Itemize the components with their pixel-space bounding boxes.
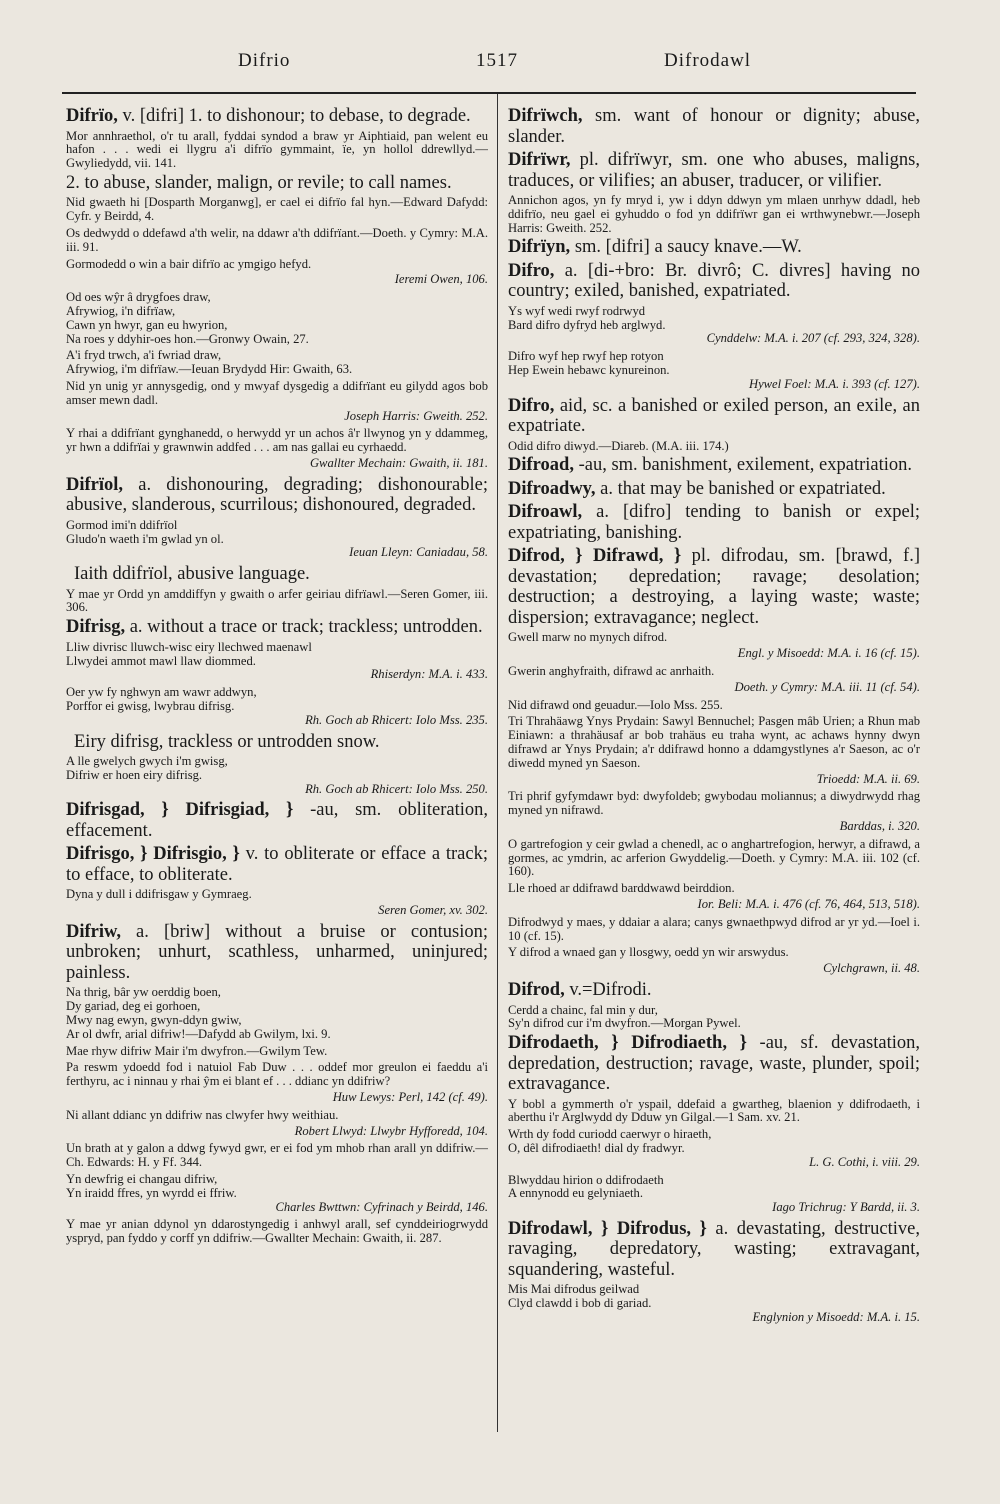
verse-quotation: Blwyddau hirion o ddifrodaeth A ennynodd eu gelyniaeth. <box>508 1172 664 1201</box>
citation: Tri phrif gyfymdawr byd: dwyfoldeb; gwybodau moliannus; a diwydrwydd rhag myned yn nifrawd. <box>508 789 920 818</box>
headword: Difrïo, <box>66 106 118 126</box>
definition-text: a. dishonouring, degrading; dishonourable; abusive, slanderous, scurrilous; dishonoured, degraded. <box>66 474 488 516</box>
headword: Difrisgad, } Difrisgiad, } <box>66 800 294 821</box>
headword: Difroad, <box>508 455 574 476</box>
right-column <box>508 104 920 1434</box>
citation: O gartrefogion y ceir gwlad a chenedl, ac o anghartrefogion, herwyr, a difrawd, a gormes, ac ymdrin, ac arferion Gwyddelig.—Doeth. y Cymry: M.A. iii. 102 (cf. 160). <box>508 836 920 879</box>
definition-text: a. [briw] without a bruise or contusion; unbroken; unhurt, scathless, unharmed, uninjured; painless. <box>66 921 488 983</box>
source-reference: Rh. Goch ab Rhicert: Iolo Mss. 235. <box>305 712 488 727</box>
dictionary-entry <box>508 1033 920 1095</box>
citation: Lle rhoed ar ddifrawd barddwawd beirddion. <box>508 881 735 896</box>
source-reference: Ieremi Owen, 106. <box>394 272 488 287</box>
headword: Difro, <box>508 260 555 281</box>
citation: Odid difro diwyd.—Diareb. (M.A. iii. 174.) <box>508 438 729 453</box>
left-column <box>66 104 488 1434</box>
definition-text: -au, sf. devastation, depredation, destruction; ravage, waste, plunder, spoil; extravagance. <box>508 1033 920 1095</box>
definition-text: 2. to abuse, slander, malign, or revile; to call names. <box>66 172 452 193</box>
header-rule <box>62 92 916 94</box>
column-divider <box>497 94 498 1432</box>
citation: Difrodwyd y maes, y ddaiar a alara; canys gwnaethpwyd difrod ar yr yd.—Ioel i. 10 (cf. 15). <box>508 914 920 943</box>
definition-text: a. without a trace or track; trackless; untrodden. <box>125 617 483 638</box>
citation: Nid gwaeth hi [Dosparth Morganwg], er cael ei difrïo fal hyn.—Edward Dafydd: Cyfr. y Beirdd, 4. <box>66 195 488 224</box>
citation: Tri Thrahäawg Ynys Prydain: Sawyl Bennuchel; Pasgen mâb Urien; a Rhun mab Einiawn: a thrahäusaf ar bob trahäus eu traha wynt, ac achaws hynny dwyn difrawd ar Ynys Prydain; a'r ddifrawd honno a ddamgystlynes a'r Saeson, ac o'r diwedd myned yn Saeson. <box>508 714 920 770</box>
verse-quotation: Na thrig, bâr yw oerddig boen, Dy gariad, deg ei gorhoen, Mwy nag ewyn, gwyn-ddyn gwiw, Ar ol dwfr, arial difriw!—Dafydd ab Gwilym, lxi. 9. <box>66 985 331 1041</box>
headword: Difrïol, <box>66 474 124 495</box>
dictionary-entry <box>508 502 920 543</box>
source-reference: Trioedd: M.A. ii. 69. <box>816 771 920 786</box>
citation: Os dedwydd o ddefawd a'th welir, na ddawr a'th ddifrïant.—Doeth. y Cymry: M.A. iii. 91. <box>66 225 488 254</box>
citation: Mor annhraethol, o'r tu arall, fyddai syndod a braw yr Aiphtiaid, pan welent eu hafon . . . wedi ei llygru a'i difrïo gymmaint, ïe, yn hollol ddrewllyd.—Gwyliedydd, vii. 141. <box>66 128 488 171</box>
dictionary-entry <box>66 800 488 841</box>
source-reference: Barddas, i. 320. <box>839 819 920 834</box>
headword: Difrod, <box>508 980 565 1000</box>
running-head-right: Difrodawl <box>664 50 752 71</box>
subentry-phrase: Eiry difrisg, trackless or untrodden snow. <box>74 731 380 752</box>
headword: Difroawl, <box>508 502 583 523</box>
definition-text: v. [difri] 1. to dishonour; to debase, to degrade. <box>117 106 471 126</box>
source-reference: Seren Gomer, xv. 302. <box>378 903 488 918</box>
definition-text: sm. want of honour or dignity; abuse, slander. <box>508 106 920 147</box>
definition-text: a. devastating, destructive, ravaging, depredatory, wasting; extravagant, squandering, wasteful. <box>508 1218 920 1280</box>
dictionary-entry <box>66 844 488 885</box>
citation: Y bobl a gymmerth o'r yspail, ddefaid a gwartheg, blaenion y ddifrodaeth, i aberthu i'r Arglwydd dy Dduw yn Gilgal.—1 Sam. xv. 21. <box>508 1096 920 1125</box>
citation: Gwerin anghyfraith, difrawd ac anrhaith. <box>508 664 715 679</box>
verse-quotation: Mis Mai difrodus geilwad Clyd clawdd i bob di gariad. <box>508 1282 652 1311</box>
citation: Mae rhyw difriw Mair i'm dwyfron.—Gwilym Tew. <box>66 1043 328 1058</box>
citation: Ni allant ddianc yn ddifriw nas clwyfer hwy weithiau. <box>66 1107 339 1122</box>
dictionary-entry <box>508 980 920 1001</box>
definition-text: pl. difrïwyr, sm. one who abuses, maligns, traduces, or vilifies; an abuser, traducer, or vilifier. <box>508 150 920 191</box>
citation: Y difrod a wnaed gan y llosgwy, oedd yn wir arswydus. <box>508 945 789 960</box>
verse-quotation: Yn dewfrig ei changau difriw, Yn iraidd ffres, yn wyrdd ei ffriw. <box>66 1172 237 1200</box>
source-reference: Rhiserdyn: M.A. i. 433. <box>370 667 488 682</box>
citation: Gormodedd o win a bair difrïo ac ymgigo hefyd. <box>66 256 312 271</box>
verse-quotation: Od oes wŷr â drygfoes draw, Afrywiog, i'n difrïaw, Cawn yn hwyr, gan eu hwyrion, Na roes y ddyhir-oes hon.—Gronwy Owain, 27. <box>66 290 309 346</box>
citation: Annichon agos, yn fy mryd i, yw i ddyn ddwyn ym mlaen unrhyw ddadl, heb ddifrïo, neu gael ei gyhuddo o fod yn ddifrïwr gan ei wrthwynebwr.—Joseph Harris: Gweith. 252. <box>508 193 920 235</box>
citation: Un brath at y galon a ddwg fywyd gwr, er ei fod ym mhob rhan arall yn ddifriw.—Ch. Edwards: H. y Ff. 344. <box>66 1141 488 1170</box>
source-reference: Hywel Foel: M.A. i. 393 (cf. 127). <box>748 376 920 391</box>
definition-text: v. to obliterate or efface a track; to efface, to obliterate. <box>66 844 488 885</box>
dictionary-entry <box>508 546 920 628</box>
verse-quotation: Difro wyf hep rwyf hep rotyon Hep Ewein hebawc kynureinon. <box>508 349 670 378</box>
headword: Difrodawl, } Difrodus, } <box>508 1218 707 1239</box>
verse-quotation: Lliw divrisc lluwch-wisc eiry llechwed maenawl Llwydei ammot mawl llaw diommed. <box>66 639 312 668</box>
definition-text: a. that may be banished or expatriated. <box>595 478 886 499</box>
verse-quotation: Ys wyf wedi rwyf rodrwyd Bard difro dyfryd heb arglwyd. <box>508 303 666 332</box>
citation: Y rhai a ddifrïant gynghanedd, o herwydd yr un achos â'r llwynog yn y ddammeg, yr hwn a ddifrïai y grawnwin addfed . . . am nas gallai eu cyrhaedd. <box>66 426 488 455</box>
source-reference: Rh. Goch ab Rhicert: Iolo Mss. 250. <box>305 781 488 796</box>
source-reference: Charles Bwttwn: Cyfrinach y Beirdd, 146. <box>275 1199 488 1214</box>
source-reference: Englynion y Misoedd: M.A. i. 15. <box>752 1310 920 1325</box>
definition-text: pl. difrodau, sm. [brawd, f.] devastation; depredation; ravage; desolation; destruction; a destroying, a laying waste; waste; dispersion; extravagance; neglect. <box>508 546 920 628</box>
verse-quotation: Gormod imi'n ddifrïol Gludo'n waeth i'm gwlad yn ol. <box>66 517 224 546</box>
page-number: 1517 <box>476 50 518 71</box>
source-reference: Ieuan Lleyn: Caniadau, 58. <box>349 545 488 560</box>
headword: Difrod, } Difrawd, } <box>508 546 682 567</box>
source-reference: Iago Trichrug: Y Bardd, ii. 3. <box>772 1200 920 1215</box>
source-reference: Ior. Beli: M.A. i. 476 (cf. 76, 464, 513, 518). <box>697 897 920 912</box>
definition-text: -au, sm. banishment, exilement, expatriation. <box>573 455 913 476</box>
source-reference: Cynddelw: M.A. i. 207 (cf. 293, 324, 328). <box>706 331 920 346</box>
citation: Y mae yr anian ddynol yn ddarostyngedig i anhwyl arall, sef cynddeiriogrwydd yspryd, pan fyddo y corff yn ddifriw.—Gwallter Mechain: Gwaith, ii. 287. <box>66 1217 488 1246</box>
definition-text: sm. [difri] a saucy knave.—W. <box>570 237 802 258</box>
dictionary-entry <box>66 617 488 638</box>
citation: Dyna y dull i ddifrisgaw y Gymraeg. <box>66 887 252 902</box>
dictionary-entry <box>508 261 920 302</box>
headword: Difrïyn, <box>508 237 571 258</box>
verse-quotation: Cerdd a chainc, fal min y dur, Sy'n difrod cur i'm dwyfron.—Morgan Pywel. <box>508 1002 741 1031</box>
source-reference: Huw Lewys: Perl, 142 (cf. 49). <box>332 1090 488 1105</box>
dictionary-entry <box>66 475 488 516</box>
definition-text: -au, sm. obliteration, effacement. <box>66 800 488 841</box>
citation: Nid yn unig yr annysgedig, ond y mwyaf dysgedig a ddifrïant eu gilydd agos bob amser mewn dadl. <box>66 378 488 407</box>
dictionary-entry <box>508 1219 920 1281</box>
citation: Pa reswm ydoedd fod i natuiol Fab Duw . . . oddef mor greulon ei faeddu a'i ferthyru, ac i ninnau y rhai ŷm ei blant ef . . . ddianc yn ddifriw? <box>66 1060 488 1089</box>
dictionary-entry <box>66 106 488 127</box>
verse-quotation: Oer yw fy nghwyn am wawr addwyn, Porffor ei gwisg, lwybrau difrisg. <box>66 685 257 713</box>
headword: Difrisgo, } Difrisgio, } <box>66 844 240 865</box>
headword: Difro, <box>508 395 555 416</box>
source-reference: Engl. y Misoedd: M.A. i. 16 (cf. 15). <box>737 646 920 661</box>
running-head-left: Difrio <box>238 50 291 71</box>
verse-quotation: Wrth dy fodd curiodd caerwyr o hiraeth, O, dêl difrodiaeth! dial dy fradwyr. <box>508 1127 712 1155</box>
verse-quotation: A'i fryd trwch, a'i fwriad draw, Afrywiog, i'm difrïaw.—Ieuan Brydydd Hir: Gwaith, 63. <box>66 348 353 377</box>
definition-text: v.=Difrodi. <box>564 980 652 1000</box>
citation: Y mae yr Ordd yn amddiffyn y gwaith o arfer geiriau difrïawl.—Seren Gomer, iii. 306. <box>66 586 488 615</box>
dictionary-entry <box>508 396 920 437</box>
dictionary-entry <box>66 922 488 984</box>
source-reference: L. G. Cothi, i. viii. 29. <box>809 1154 920 1169</box>
subentry-phrase: Iaith ddifrïol, abusive language. <box>74 564 310 585</box>
dictionary-entry <box>508 455 920 476</box>
dictionary-entry <box>508 479 920 500</box>
dictionary-entry <box>66 173 488 194</box>
definition-text: aid, sc. a banished or exiled person, an exile, an expatriate. <box>508 395 920 437</box>
headword: Difroadwy, <box>508 478 596 499</box>
source-reference: Gwallter Mechain: Gwaith, ii. 181. <box>309 455 488 470</box>
source-reference: Joseph Harris: Gweith. 252. <box>344 408 488 423</box>
headword: Difrïwr, <box>508 150 571 170</box>
citation: Nid difrawd ond geuadur.—Iolo Mss. 255. <box>508 697 723 712</box>
dictionary-entry <box>508 106 920 147</box>
headword: Difrïwch, <box>508 106 583 126</box>
verse-quotation: A lle gwelych gwych i'm gwisg, Difriw er hoen eiry difrisg. <box>66 754 228 782</box>
definition-text: a. [difro] tending to banish or expel; expatriating, banishing. <box>508 502 920 543</box>
dictionary-entry <box>508 237 920 258</box>
definition-text: a. [di-+bro: Br. divrô; C. divres] having no country; exiled, banished, expatriated. <box>508 260 920 302</box>
headword: Difrisg, <box>66 617 126 638</box>
headword: Difriw, <box>66 921 121 942</box>
source-reference: Cylchgrawn, ii. 48. <box>823 961 920 976</box>
source-reference: Doeth. y Cymry: M.A. iii. 11 (cf. 54). <box>734 679 920 694</box>
headword: Difrodaeth, } Difrodiaeth, } <box>508 1033 747 1054</box>
dictionary-entry <box>508 150 920 191</box>
citation: Gwell marw no mynych difrod. <box>508 630 668 645</box>
source-reference: Robert Llwyd: Llwybr Hyfforedd, 104. <box>294 1123 488 1138</box>
